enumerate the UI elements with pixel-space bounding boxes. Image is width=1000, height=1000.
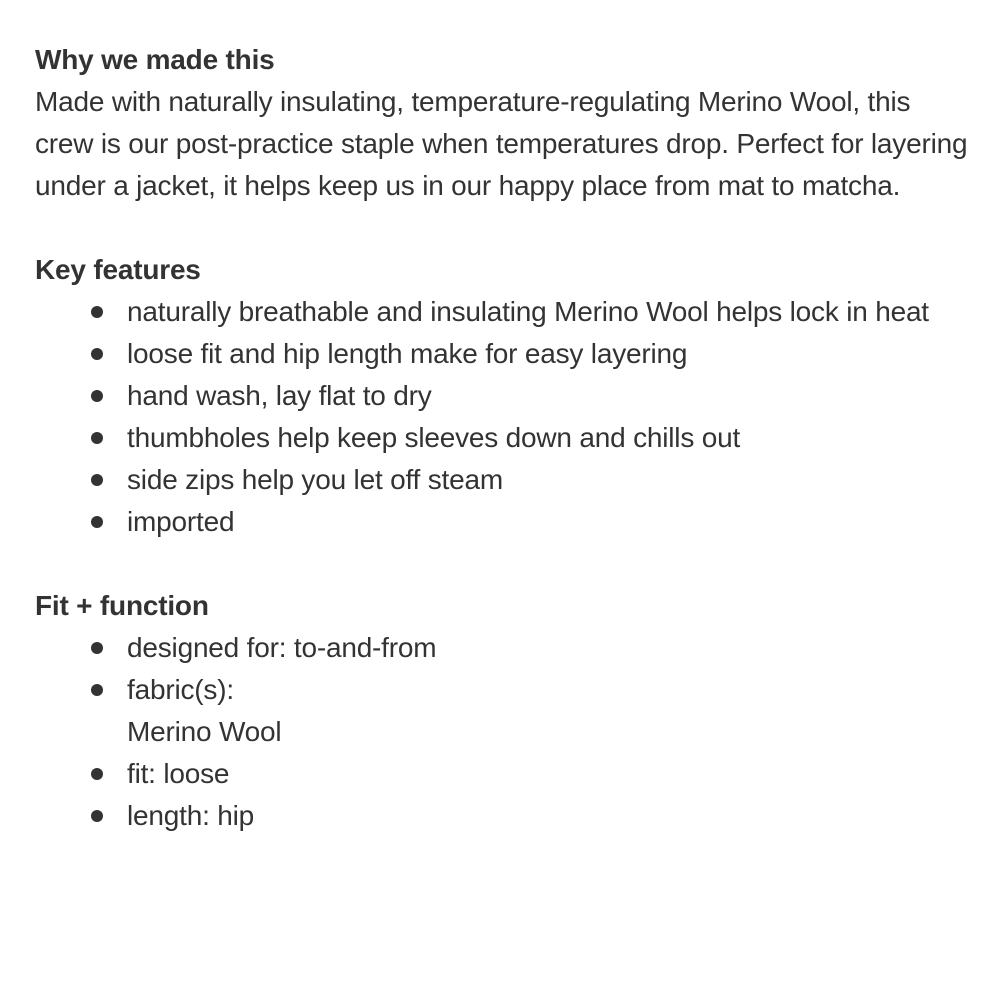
list-item-text: fit: loose: [127, 758, 230, 789]
list-item: [35, 669, 975, 753]
list-item: naturally breathable and insulating Merino Wool helps lock in heat: [35, 291, 975, 333]
why-heading: Why we made this: [35, 44, 275, 75]
fit-heading: Fit + function: [35, 590, 209, 621]
list-item: imported: [35, 501, 975, 543]
section-spacer: [35, 543, 975, 585]
section-spacer: [35, 207, 975, 249]
fabric-label: fabric(s):: [127, 674, 234, 705]
why-body: Made with naturally insulating, temperature-regulating Merino Wool, this crew is our post-practice staple when temperatures drop. Perfect for layering under a jacket, it helps keep us in our happy place from mat to matcha.: [35, 86, 968, 201]
features-list: [35, 291, 975, 543]
list-item: [35, 627, 975, 669]
list-item: thumbholes help keep sleeves down and chills out: [35, 417, 975, 459]
features-heading: Key features: [35, 254, 201, 285]
list-item: [35, 753, 975, 795]
list-item-text: length: hip: [127, 800, 255, 831]
list-item: loose fit and hip length make for easy layering: [35, 333, 975, 375]
list-item-text: designed for: to-and-from: [127, 632, 437, 663]
product-description: [35, 39, 975, 837]
fit-list: [35, 627, 975, 837]
list-item: side zips help you let off steam: [35, 459, 975, 501]
fabric-value: Merino Wool: [127, 716, 282, 747]
list-item: hand wash, lay flat to dry: [35, 375, 975, 417]
list-item: [35, 795, 975, 837]
